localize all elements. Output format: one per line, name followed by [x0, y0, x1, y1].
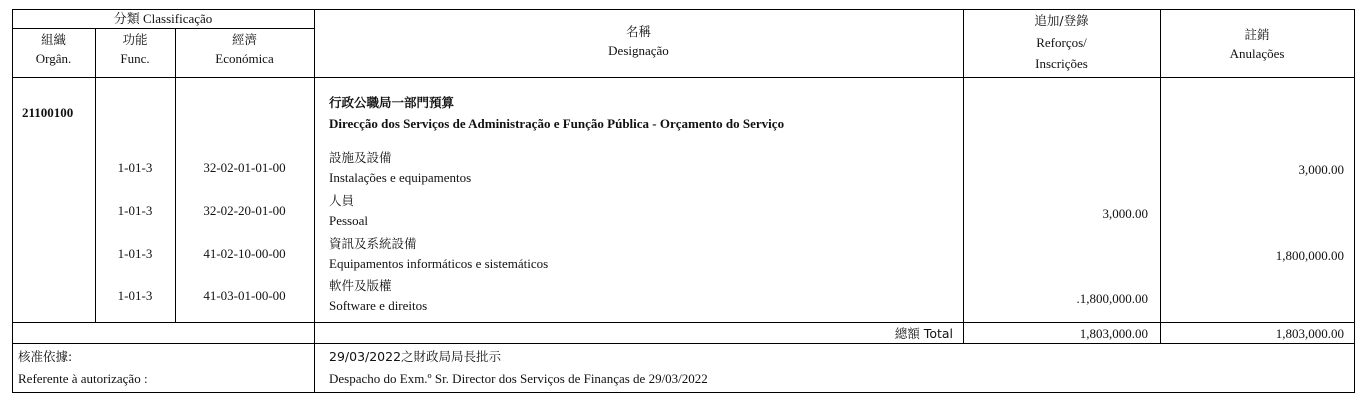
total-bottom-border [12, 343, 1355, 344]
func-code: 1-01-3 [117, 246, 153, 261]
func-econ-divider [175, 28, 176, 323]
func-code: 1-01-3 [117, 288, 153, 303]
item-name-cn: 軟件及版權 [329, 278, 392, 293]
org-func-divider [95, 28, 96, 323]
add-amount: 3,000.00 [1102, 206, 1148, 221]
func-code: 1-01-3 [117, 203, 153, 218]
total-label: 總額 Total [894, 326, 953, 341]
body-bottom-border [12, 322, 1355, 323]
econ-header-pt: Económica [215, 51, 274, 66]
name-header-pt: Designação [608, 43, 669, 58]
item-name-cn: 資訊及系統設備 [329, 236, 417, 251]
add-header-pt-1: Reforços/ [1036, 35, 1087, 50]
name-header-cn: 名稱 [625, 24, 651, 39]
item-name-cn: 人員 [329, 193, 355, 208]
econ-code: 32-02-20-01-00 [203, 203, 286, 218]
table-left-border [12, 9, 13, 393]
org-name-pt: Direcção dos Serviços de Administração e Função Pública - Orçamento do Serviço [329, 116, 785, 131]
org-name-cn: 行政公職局一部門預算 [329, 95, 455, 110]
econ-header-cn: 經濟 [231, 32, 257, 47]
func-code: 1-01-3 [117, 160, 153, 175]
total-cancel: 1,803,000.00 [1275, 326, 1344, 341]
org-code: 21100100 [22, 105, 74, 120]
authorization-text-cn: 29/03/2022之財政局局長批示 [329, 349, 502, 364]
item-name-pt: Pessoal [329, 213, 368, 228]
cancel-header-pt: Anulações [1229, 46, 1285, 61]
authorization-label-cn: 核准依據: [18, 349, 73, 364]
item-name-pt: Instalações e equipamentos [329, 170, 472, 185]
table-bottom-border [12, 392, 1355, 393]
func-header-pt: Func. [120, 51, 150, 66]
table-right-border [1354, 9, 1355, 393]
econ-code: 41-03-01-00-00 [203, 288, 286, 303]
org-header-pt: Orgân. [35, 51, 72, 66]
cancel-header-cn: 註銷 [1244, 27, 1270, 42]
table-top-border [12, 9, 1355, 10]
add-amount: .1,800,000.00 [1076, 291, 1148, 306]
add-header-pt-2: Inscrições [1035, 56, 1088, 71]
item-name-pt: Software e direitos [329, 298, 428, 313]
total-add: 1,803,000.00 [1079, 326, 1148, 341]
classification-header: 分類 Classificação [113, 11, 213, 26]
classification-divider [12, 28, 314, 29]
econ-code: 41-02-10-00-00 [203, 246, 286, 261]
func-header-cn: 功能 [122, 32, 148, 47]
add-header-cn: 追加/登錄 [1034, 13, 1089, 28]
cancel-amount: 1,800,000.00 [1275, 248, 1344, 263]
authorization-label-pt: Referente à autorização : [18, 371, 148, 386]
org-header-cn: 組織 [40, 32, 66, 47]
header-bottom-border [12, 77, 1355, 78]
item-name-pt: Equipamentos informáticos e sistemáticos [329, 256, 549, 271]
item-name-cn: 設施及設備 [329, 150, 392, 165]
cancel-amount: 3,000.00 [1298, 162, 1344, 177]
econ-code: 32-02-01-01-00 [203, 160, 286, 175]
authorization-text-pt: Despacho do Exm.º Sr. Director dos Serviços de Finanças de 29/03/2022 [329, 371, 708, 386]
